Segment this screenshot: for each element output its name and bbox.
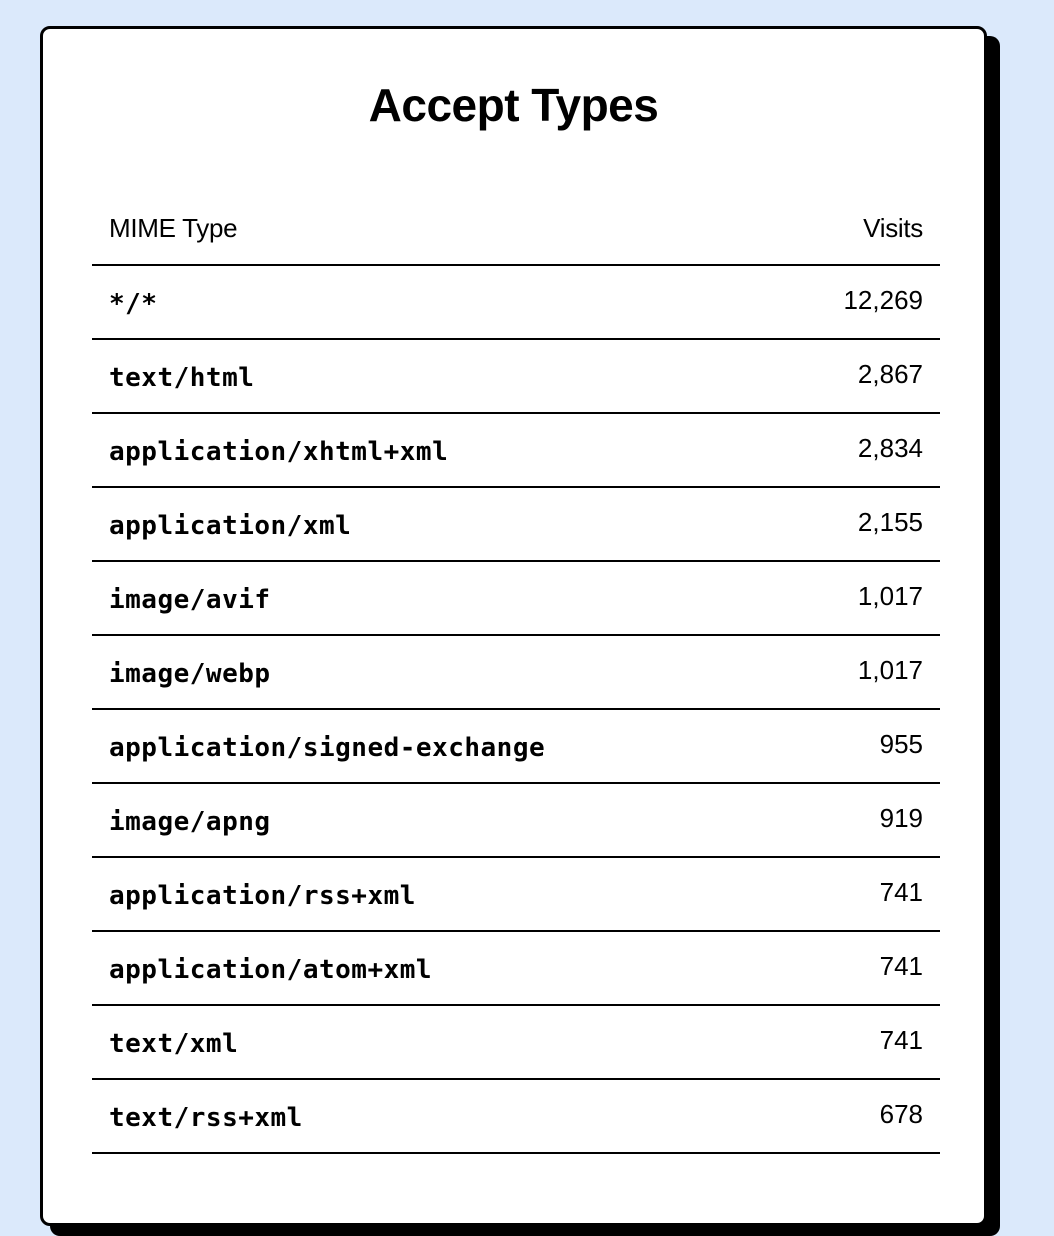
mime-type-cell: application/atom+xml	[109, 955, 433, 985]
visits-cell: 2,834	[857, 432, 923, 463]
visits-cell: 741	[879, 1024, 923, 1055]
mime-type-cell: application/rss+xml	[109, 881, 416, 911]
table-row	[92, 710, 940, 784]
accept-types-table	[92, 192, 940, 1154]
visits-cell: 2,155	[857, 506, 923, 537]
visits-cell: 1,017	[857, 580, 923, 611]
visits-cell: 678	[879, 1098, 923, 1129]
table-row	[92, 636, 940, 710]
accept-types-card	[40, 26, 987, 1226]
visits-cell: 955	[879, 728, 923, 759]
table-row	[92, 1006, 940, 1080]
mime-type-cell: application/xml	[109, 511, 352, 541]
mime-type-cell: image/apng	[109, 807, 271, 837]
mime-type-cell: application/xhtml+xml	[109, 437, 449, 467]
column-header-visits: Visits	[863, 212, 923, 243]
mime-type-cell: text/rss+xml	[109, 1103, 303, 1133]
table-row	[92, 562, 940, 636]
visits-cell: 2,867	[857, 358, 923, 389]
mime-type-cell: text/xml	[109, 1029, 239, 1059]
visits-cell: 919	[879, 802, 923, 833]
mime-type-cell: image/webp	[109, 659, 271, 689]
table-row	[92, 858, 940, 932]
table-row	[92, 784, 940, 858]
visits-cell: 741	[879, 950, 923, 981]
card-title: Accept Types	[368, 79, 659, 131]
mime-type-cell: application/signed-exchange	[109, 733, 546, 763]
visits-cell: 741	[879, 876, 923, 907]
visits-cell: 12,269	[843, 284, 923, 315]
mime-type-cell: text/html	[109, 363, 255, 393]
table-header	[92, 192, 940, 266]
visits-cell: 1,017	[857, 654, 923, 685]
mime-type-cell: image/avif	[109, 585, 271, 615]
column-header-mime-type: MIME Type	[109, 212, 238, 243]
table-row	[92, 340, 940, 414]
table-row	[92, 488, 940, 562]
table-row	[92, 414, 940, 488]
table-row	[92, 1080, 940, 1154]
mime-type-cell: */*	[109, 289, 158, 319]
table-row	[92, 266, 940, 340]
table-row	[92, 932, 940, 1006]
